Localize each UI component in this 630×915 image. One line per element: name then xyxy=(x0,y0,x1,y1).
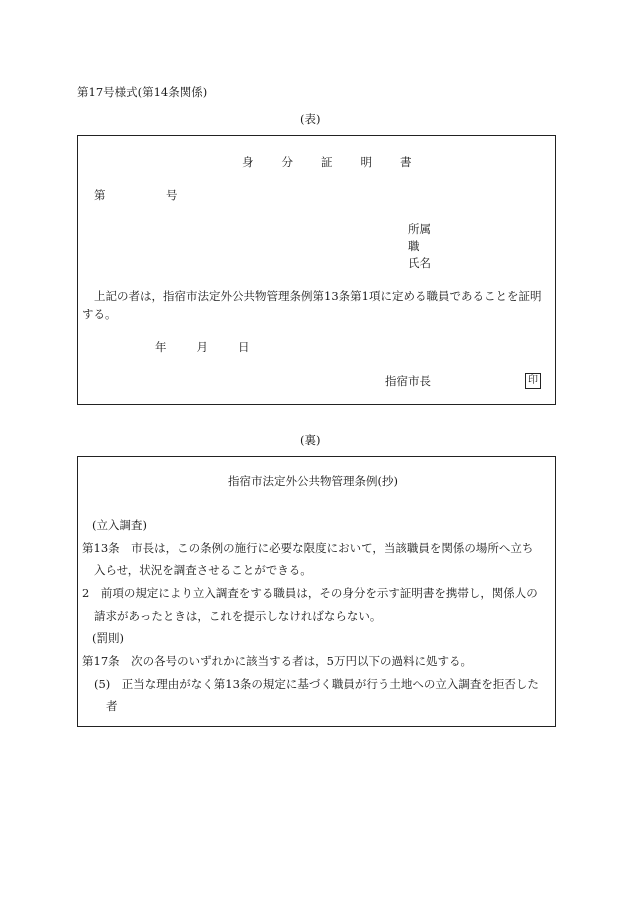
statement-line-2: する。 xyxy=(82,307,117,321)
back-side-label: (裏) xyxy=(300,433,321,447)
article-13-line-2: 入らせ，状況を調査させることができる。 xyxy=(94,563,312,577)
front-side-label: (表) xyxy=(300,112,321,126)
certificate-front xyxy=(77,135,556,405)
name-label: 氏名 xyxy=(408,256,431,270)
heading-inspection: (立入調査) xyxy=(92,518,147,532)
article-13-para2-line-1: 2 前項の規定により立入調査をする職員は，その身分を示す証明書を携帯し，関係人の xyxy=(82,586,538,600)
issuer-label: 指宿市長 xyxy=(385,374,431,388)
article-13-para2-line-2: 請求があったときは，これを提示しなければならない。 xyxy=(94,609,382,623)
number-suffix: 号 xyxy=(166,188,178,202)
article-17-line-1: 第17条 次の各号のいずれかに該当する者は，5万円以下の過料に処する。 xyxy=(82,654,472,668)
article-17-item5-line-2: 者 xyxy=(106,699,118,713)
certificate-back xyxy=(77,456,556,727)
statement-line-1: 上記の者は，指宿市法定外公共物管理条例第13条第1項に定める職員であることを証明 xyxy=(94,289,542,303)
seal-stamp: 印 xyxy=(525,373,541,389)
heading-penalty: (罰則) xyxy=(92,631,124,645)
article-13-line-1: 第13条 市長は，この条例の施行に必要な限度において，当該職員を関係の場所へ立ち xyxy=(82,541,534,555)
ordinance-title: 指宿市法定外公共物管理条例(抄) xyxy=(228,474,398,488)
issue-date: 年 月 日 xyxy=(155,340,250,354)
affiliation-label: 所属 xyxy=(408,222,431,236)
number-prefix: 第 xyxy=(94,188,106,202)
certificate-title: 身 分 証 明 書 xyxy=(242,155,412,169)
form-label: 第17号様式(第14条関係) xyxy=(77,85,208,99)
article-17-item5-line-1: (5) 正当な理由がなく第13条の規定に基づく職員が行う土地への立入調査を拒否した xyxy=(94,677,539,691)
position-label: 職 xyxy=(408,239,420,253)
